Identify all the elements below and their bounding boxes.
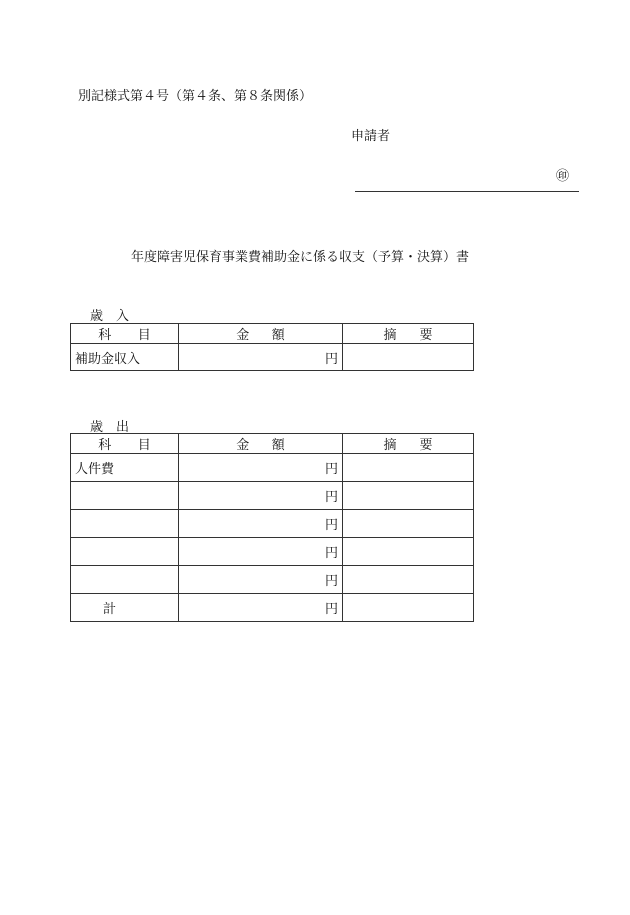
table-row — [71, 482, 474, 510]
subject-header-char-1: 科 — [98, 328, 112, 343]
subject-column-header — [71, 324, 179, 344]
table-row — [71, 566, 474, 594]
amount-header-char-2: 額 — [271, 438, 285, 453]
amount-cell[interactable]: 円 — [179, 566, 343, 594]
remarks-header-char-2: 要 — [419, 328, 433, 343]
total-label-cell: 計 — [71, 594, 179, 622]
subject-cell[interactable] — [71, 566, 179, 594]
subject-header-char-2: 目 — [137, 438, 151, 453]
remarks-header-char-1: 摘 — [383, 328, 397, 343]
subject-cell[interactable] — [71, 538, 179, 566]
expense-table — [70, 433, 474, 622]
amount-cell[interactable]: 円 — [179, 454, 343, 482]
subject-cell[interactable] — [71, 510, 179, 538]
amount-cell[interactable]: 円 — [179, 510, 343, 538]
amount-header-char-2: 額 — [271, 328, 285, 343]
document-title: 年度障害児保育事業費補助金に係る収支（予算・決算）書 — [131, 250, 470, 265]
income-table — [70, 323, 474, 371]
signature-line — [355, 191, 579, 192]
total-remarks-cell[interactable] — [343, 594, 474, 622]
remarks-header-char-1: 摘 — [383, 438, 397, 453]
remarks-cell[interactable] — [343, 454, 474, 482]
table-row — [71, 344, 474, 371]
subject-column-header — [71, 434, 179, 454]
table-row — [71, 538, 474, 566]
amount-column-header — [179, 324, 343, 344]
subject-cell[interactable]: 補助金収入 — [71, 344, 179, 371]
total-amount-cell[interactable]: 円 — [179, 594, 343, 622]
seal-mark: ㊞ — [556, 169, 570, 184]
subject-header-char-1: 科 — [98, 438, 112, 453]
remarks-cell[interactable] — [343, 510, 474, 538]
amount-header-char-1: 金 — [236, 438, 250, 453]
remarks-cell[interactable] — [343, 538, 474, 566]
amount-cell[interactable]: 円 — [179, 538, 343, 566]
remarks-column-header — [343, 324, 474, 344]
remarks-cell[interactable] — [343, 344, 474, 371]
expense-heading: 歳 出 — [90, 420, 130, 435]
remarks-column-header — [343, 434, 474, 454]
subject-cell[interactable]: 人件費 — [71, 454, 179, 482]
form-number: 別記様式第４号（第４条、第８条関係） — [78, 89, 313, 104]
income-heading: 歳 入 — [90, 309, 130, 324]
subject-header-char-2: 目 — [137, 328, 151, 343]
amount-cell[interactable]: 円 — [179, 344, 343, 371]
table-row — [71, 510, 474, 538]
amount-column-header — [179, 434, 343, 454]
remarks-header-char-2: 要 — [419, 438, 433, 453]
amount-cell[interactable]: 円 — [179, 482, 343, 510]
applicant-label: 申請者 — [351, 129, 391, 144]
amount-header-char-1: 金 — [236, 328, 250, 343]
subject-cell[interactable] — [71, 482, 179, 510]
total-row — [71, 594, 474, 622]
expense-header-row — [71, 434, 474, 454]
income-header-row — [71, 324, 474, 344]
remarks-cell[interactable] — [343, 566, 474, 594]
remarks-cell[interactable] — [343, 482, 474, 510]
table-row — [71, 454, 474, 482]
